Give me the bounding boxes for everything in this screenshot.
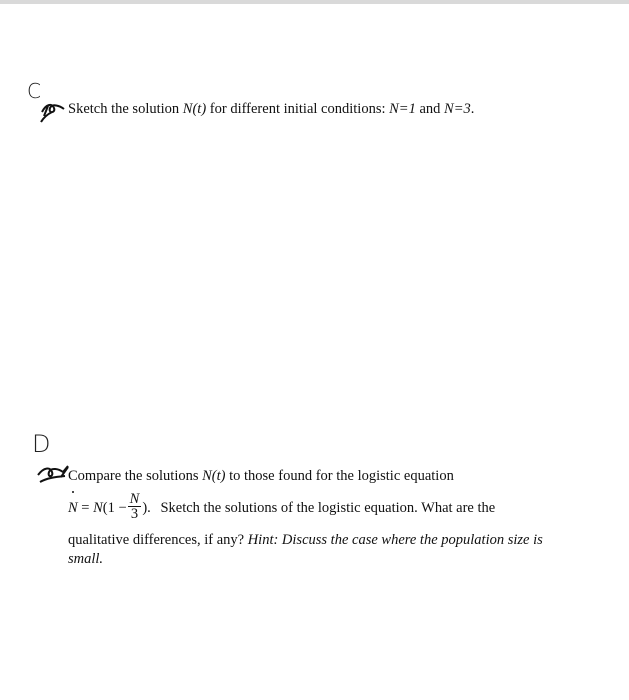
question-d-line3: qualitative differences, if any? Hint: Discuss the case where the population size is bbox=[68, 532, 543, 548]
top-border bbox=[0, 0, 629, 4]
fraction-n-over-3: $\frac{N}{3}$ bbox=[129, 491, 140, 523]
handwritten-label-d: D bbox=[32, 430, 51, 458]
n-dot-symbol: N bbox=[68, 493, 78, 523]
logistic-equation-line: N = N(1 − $\frac{N}{3}$ ). Sketch the solutions of the logistic equation. What are the bbox=[68, 491, 496, 523]
question-c-text: Sketch the solution N(t) for different initial conditions: N=1 and N=3. bbox=[68, 101, 475, 117]
question-d-line1: Compare the solutions N(t) to those found for the logistic equation bbox=[68, 468, 454, 484]
scribble-mark-c bbox=[38, 98, 68, 124]
scribble-mark-d bbox=[35, 463, 71, 485]
handwritten-label-c: C bbox=[27, 79, 41, 103]
question-d-line4: small. bbox=[68, 551, 104, 567]
